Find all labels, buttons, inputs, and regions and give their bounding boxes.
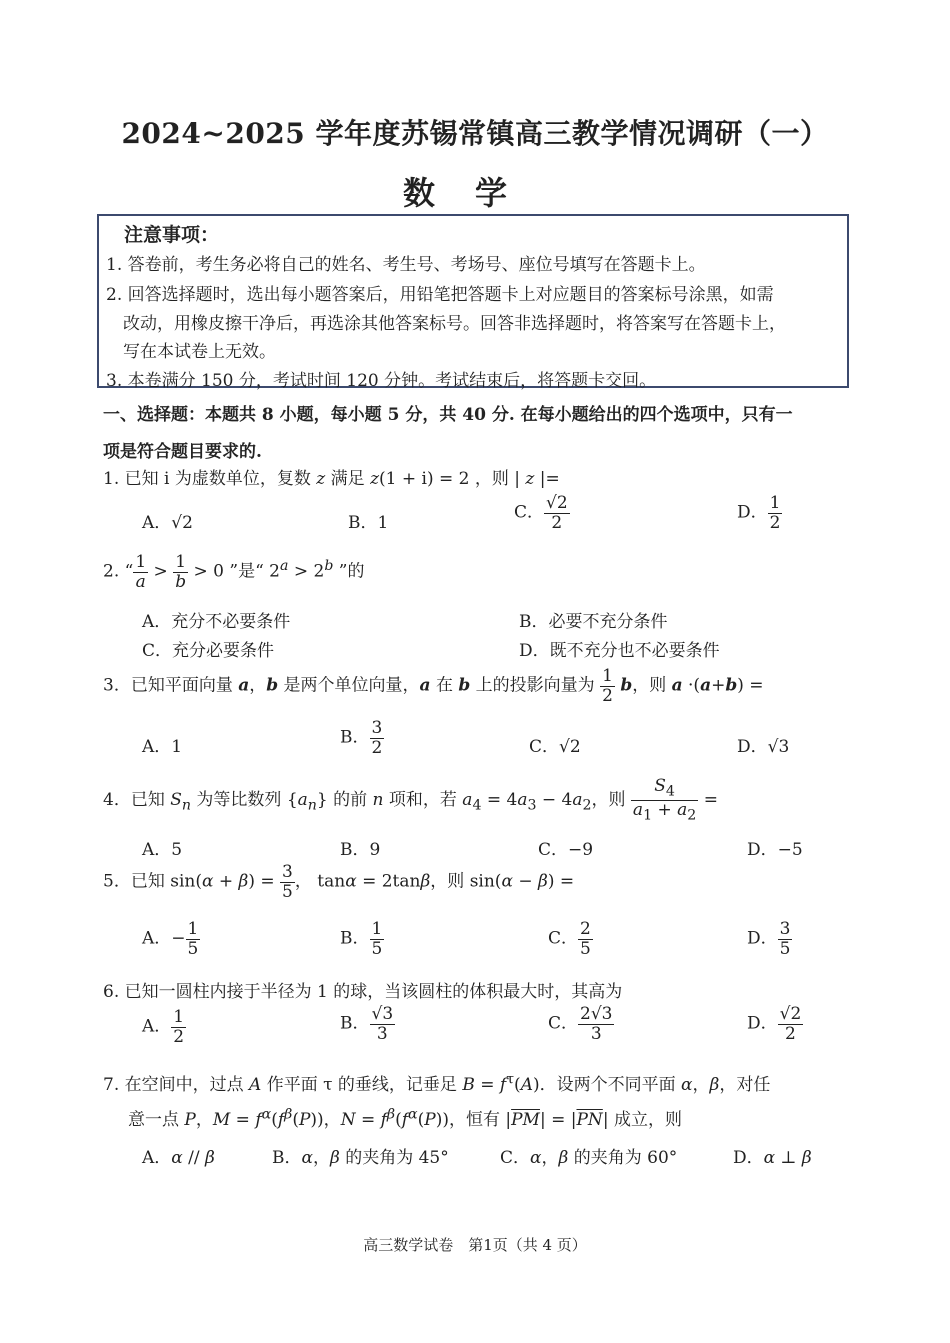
notice-line: 改动，用橡皮擦干净后，再选涂其他答案标号。回答非选择题时，将答案写在答题卡上，	[123, 314, 786, 334]
q2-option-d: D．既不充分也不必要条件	[519, 641, 720, 661]
section-heading-line1: 一、选择题：本题共 8 小题，每小题 5 分，共 40 分. 在每小题给出的四个选项中，只有一	[103, 405, 793, 425]
notice-box	[97, 214, 849, 391]
q1-option-b: B．1	[348, 513, 389, 533]
question-7-stem-line1: 7. 在空间中，过点 A 作平面 τ 的垂线，记垂足 $B = f^\tau(A)$．设两个不同平面 α，β，对任	[103, 1071, 771, 1095]
q2-option-b: B．必要不充分条件	[519, 612, 668, 632]
q1-option-d: D． $\frac{1}{2}$	[737, 493, 781, 533]
question-5-stem: 5．已知 sin(α + β) = $\frac{3}{5}$ ， tanα = 2tanβ，则 sin(α − β) =	[103, 862, 575, 902]
q6-option-d: D． $\frac{√2}{2}$	[747, 1004, 802, 1044]
q5-option-c: C． $\frac{2}{5}$	[548, 919, 591, 959]
notice-line: 1. 答卷前，考生务必将自己的姓名、考生号、考场号、座位号填写在答题卡上。	[106, 255, 706, 275]
q2-option-c: C．充分必要条件	[142, 641, 275, 661]
notice-line: 3. 本卷满分 150 分，考试时间 120 分钟。考试结束后，将答题卡交回。	[106, 371, 657, 391]
q6-option-a: A． $\frac{1}{2}$	[142, 1007, 185, 1047]
q1-option-a: A．√2	[142, 513, 193, 533]
subject-title: 数学	[402, 174, 547, 212]
q2-option-a: A．充分不必要条件	[142, 612, 291, 632]
question-6-stem: 6. 已知一圆柱内接于半径为 1 的球，当该圆柱的体积最大时，其高为	[103, 982, 623, 1002]
q4-option-a: A．5	[142, 840, 183, 860]
q7-option-b: B．α，β 的夹角为 45°	[272, 1148, 449, 1168]
question-4-stem: 4．已知 $S_n$ 为等比数列 $\{a_n\}$ 的前 n 项和，若 $a_4 = 4a_3 - 4a_2$，则 $\frac{S_4}{a_1 + a_2}$ =	[103, 776, 718, 824]
q6-option-b: B． $\frac{√3}{3}$	[340, 1004, 394, 1044]
exam-title: 2024~2025 学年度苏锡常镇高三教学情况调研（一）	[121, 117, 829, 150]
q3-option-d: D．√3	[737, 737, 790, 757]
q4-option-d: D．−5	[747, 840, 803, 860]
q1-option-c: C． $\frac{√2}{2}$	[514, 493, 568, 533]
question-1-stem: 1. 已知 i 为虚数单位，复数 z 满足 z(1 + i) = 2 ，则 | z |=	[103, 469, 560, 489]
q6-option-c: C． $\frac{2√3}{3}$	[548, 1004, 613, 1044]
q7-option-c: C．α，β 的夹角为 60°	[500, 1148, 678, 1168]
q4-option-b: B．9	[340, 840, 381, 860]
notice-line: 写在本试卷上无效。	[123, 342, 276, 362]
question-2-stem: 2. “ $\frac{1}{a}$ > $\frac{1}{b}$ > 0 ”是“ $2^a > 2^b$ ”的	[103, 552, 365, 592]
q5-option-a: A．− $\frac{1}{5}$	[142, 919, 199, 959]
notice-heading: 注意事项：	[124, 224, 220, 246]
q7-option-d: D．α ⊥ β	[733, 1148, 812, 1168]
q3-option-c: C．√2	[529, 737, 581, 757]
q3-option-a: A．1	[142, 737, 183, 757]
q5-option-b: B． $\frac{1}{5}$	[340, 919, 383, 959]
question-7-stem-line2: 意一点 P，$M = f^\alpha(f^\beta(P))$，$N = f^\beta(f^\alpha(P))$，恒有 $|\overline{PM}| = |\overline{PN}|$ 成立，则	[128, 1106, 682, 1130]
question-3-stem: 3．已知平面向量 a，b 是两个单位向量，a 在 b 上的投影向量为 $\frac{1}{2}$ b，则 a ·(a+b) =	[103, 666, 764, 706]
q4-option-c: C．−9	[538, 840, 594, 860]
q7-option-a: A．α // β	[142, 1148, 215, 1168]
q5-option-d: D． $\frac{3}{5}$	[747, 919, 791, 959]
notice-line: 2. 回答选择题时，选出每小题答案后，用铅笔把答题卡上对应题目的答案标号涂黑，如需	[106, 285, 774, 305]
q3-option-b: B． $\frac{3}{2}$	[340, 718, 383, 758]
page-footer: 高三数学试卷 第1页（共 4 页）	[363, 1236, 587, 1254]
section-heading-line2: 项是符合题目要求的.	[103, 442, 262, 462]
